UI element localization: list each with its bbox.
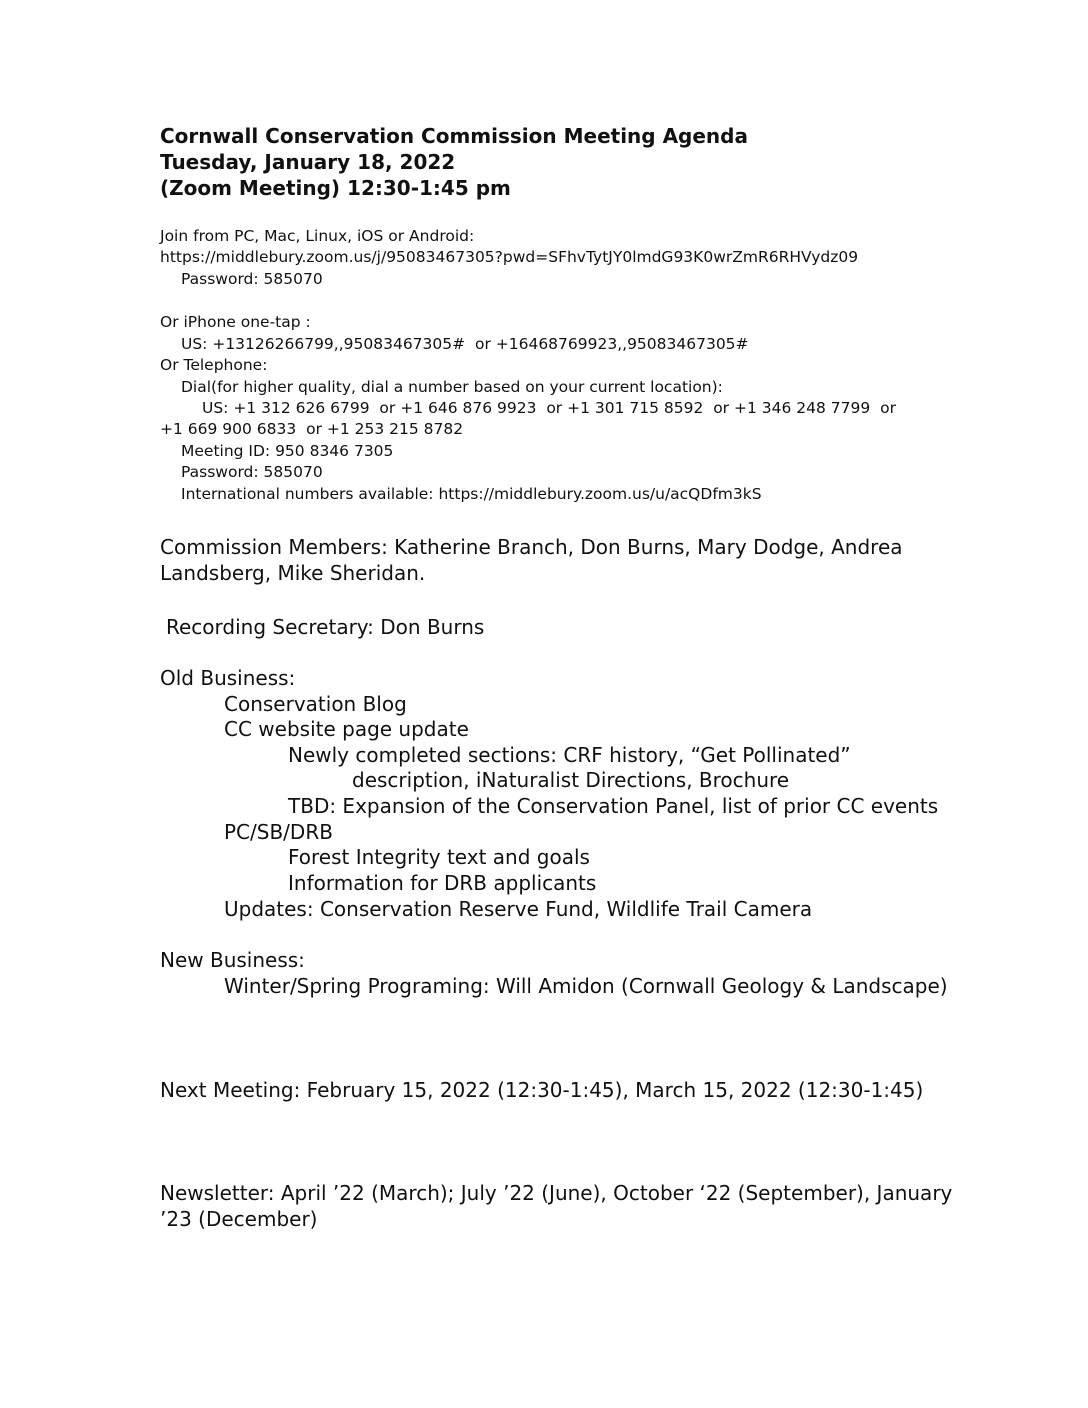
new-business-heading: New Business: — [160, 948, 305, 972]
us-numbers-line-1: US: +1 312 626 6799 or +1 646 876 9923 or +1 301 715 8592 or +1 346 248 7799 or — [202, 399, 896, 417]
commission-members-line-1: Commission Members: Katherine Branch, Don Burns, Mary Dodge, Andrea — [160, 535, 903, 559]
agenda-title: Cornwall Conservation Commission Meeting Agenda — [160, 124, 748, 148]
item-forest-integrity: Forest Integrity text and goals — [288, 845, 590, 869]
newsletter-line-2: ’23 (December) — [160, 1207, 318, 1231]
item-winter-spring-programming: Winter/Spring Programing: Will Amidon (Cornwall Geology & Landscape) — [224, 974, 948, 998]
item-completed-sections-2: description, iNaturalist Directions, Brochure — [352, 768, 790, 792]
telephone-password: Password: 585070 — [181, 463, 323, 481]
zoom-join-url[interactable]: https://middlebury.zoom.us/j/95083467305?pwd=SFhvTytJY0lmdG93K0wrZmR6RHVydz09 — [160, 248, 859, 266]
item-completed-sections-1: Newly completed sections: CRF history, “Get Pollinated” — [288, 743, 851, 767]
zoom-join-line: Join from PC, Mac, Linux, iOS or Android: — [160, 227, 475, 245]
meeting-id: Meeting ID: 950 8346 7305 — [181, 442, 394, 460]
item-drb-info: Information for DRB applicants — [288, 871, 597, 895]
iphone-numbers: US: +13126266799,,95083467305# or +16468769923,,95083467305# — [181, 335, 749, 353]
telephone-label: Or Telephone: — [160, 356, 268, 374]
old-business-heading: Old Business: — [160, 666, 296, 690]
commission-members-line-2: Landsberg, Mike Sheridan. — [160, 561, 426, 585]
newsletter-line-1: Newsletter: April ’22 (March); July ’22 (June), October ‘22 (September), January — [160, 1181, 953, 1205]
meeting-date: Tuesday, January 18, 2022 — [160, 150, 456, 174]
next-meeting: Next Meeting: February 15, 2022 (12:30-1:45), March 15, 2022 (12:30-1:45) — [160, 1078, 924, 1102]
item-tbd: TBD: Expansion of the Conservation Panel, list of prior CC events — [288, 794, 939, 818]
zoom-password: Password: 585070 — [181, 270, 323, 288]
international-numbers: International numbers available: https://middlebury.zoom.us/u/acQDfm3kS — [181, 485, 762, 503]
iphone-label: Or iPhone one-tap : — [160, 313, 311, 331]
us-numbers-line-2: +1 669 900 6833 or +1 253 215 8782 — [160, 420, 464, 438]
item-conservation-blog: Conservation Blog — [224, 692, 407, 716]
dial-note: Dial(for higher quality, dial a number based on your current location): — [181, 378, 723, 396]
recording-secretary: Recording Secretary: Don Burns — [166, 615, 485, 639]
item-website-update: CC website page update — [224, 717, 469, 741]
item-pc-sb-drb: PC/SB/DRB — [224, 820, 333, 844]
meeting-time: (Zoom Meeting) 12:30-1:45 pm — [160, 176, 511, 200]
item-updates: Updates: Conservation Reserve Fund, Wildlife Trail Camera — [224, 897, 813, 921]
